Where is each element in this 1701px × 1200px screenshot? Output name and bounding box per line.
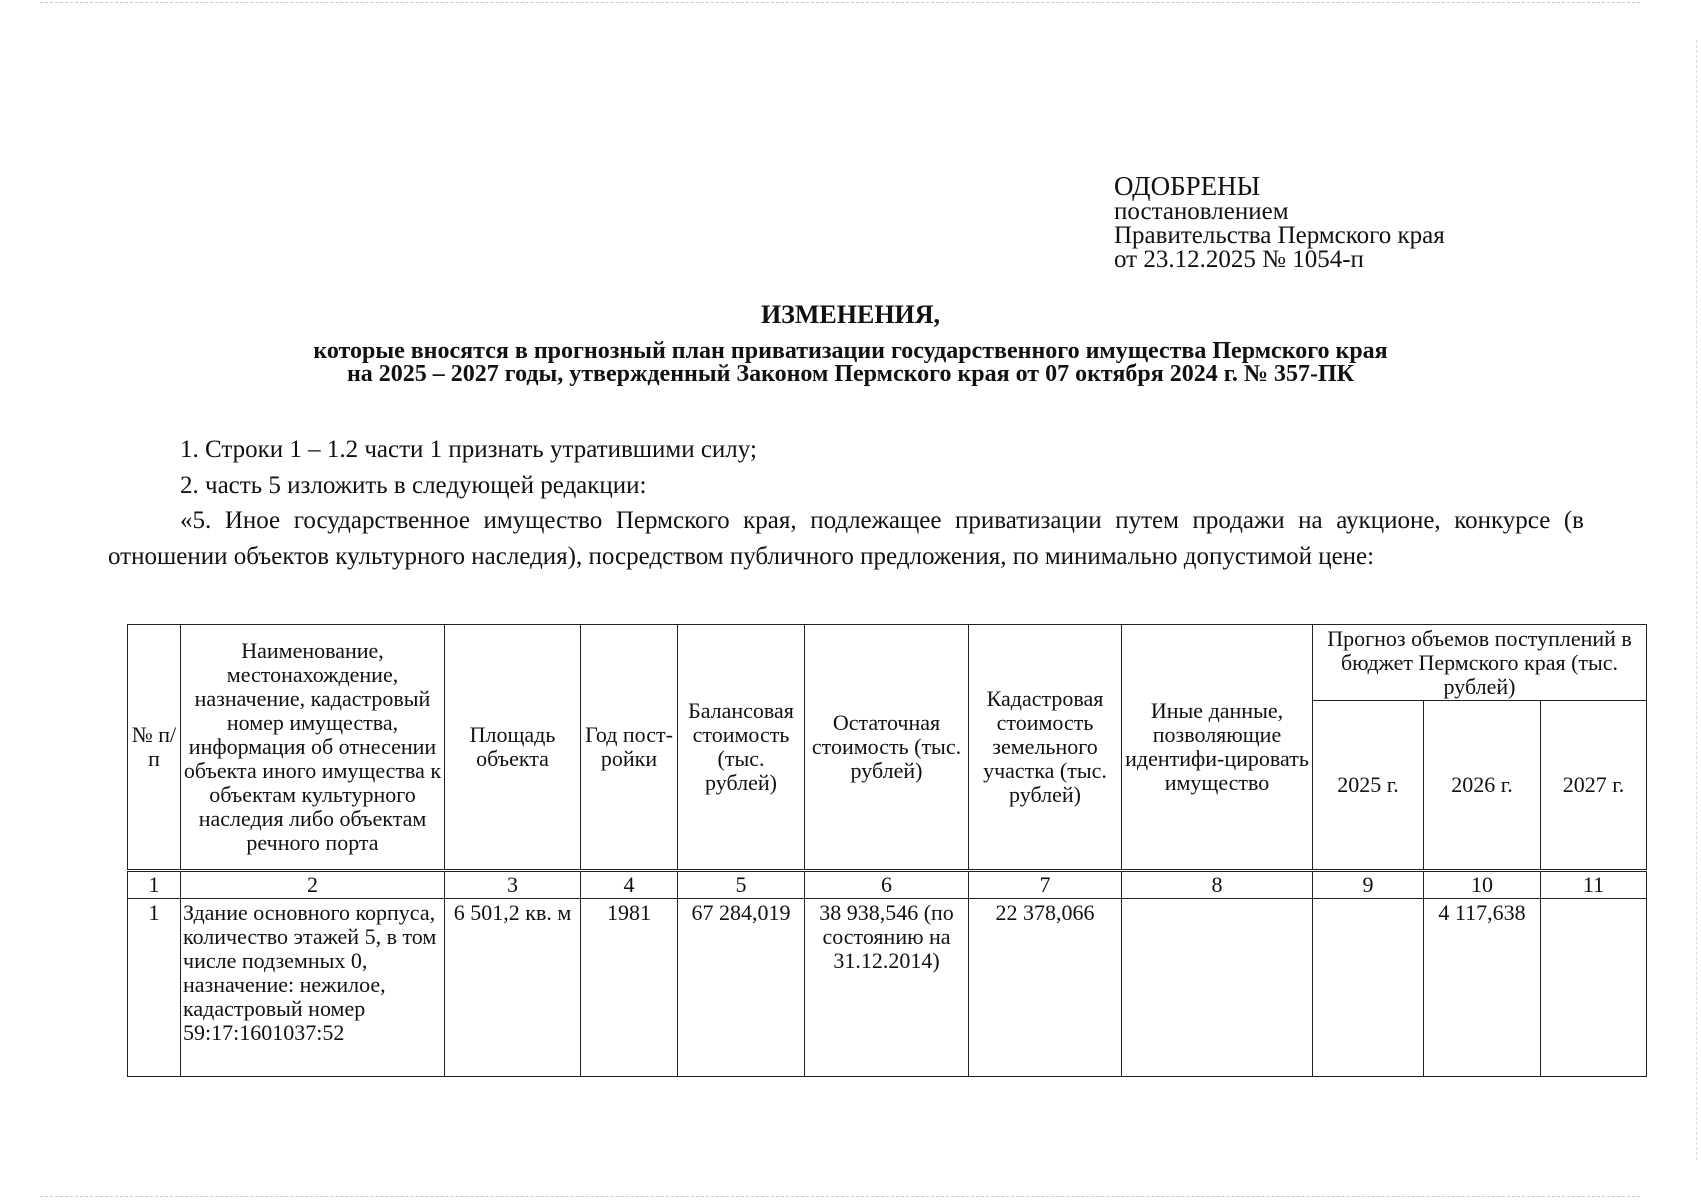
- header-num: № п/п: [128, 625, 181, 871]
- column-number: 11: [1541, 871, 1647, 899]
- paragraph-2: 2. часть 5 изложить в следующей редакции:: [180, 472, 647, 499]
- table-row: [128, 899, 1647, 1077]
- column-number: 5: [678, 871, 805, 899]
- scan-edge-top: [40, 2, 1640, 3]
- header-2026: 2026 г.: [1424, 701, 1541, 871]
- column-number-row: [128, 871, 1647, 899]
- approval-line: от 23.12.2025 № 1054-п: [1114, 246, 1364, 273]
- cell-num: 1: [128, 899, 181, 1077]
- scan-edge-right: [1696, 40, 1697, 1160]
- subtitle-line: которые вносятся в прогнозный план приватизации государственного имущества Пермского края: [313, 338, 1388, 364]
- header-balance: Балансовая стоимость (тыс. рублей): [678, 625, 805, 871]
- approval-head: ОДОБРЕНЫ: [1114, 171, 1261, 201]
- approval-block: [1114, 172, 1445, 272]
- header-cadastral: Кадастровая стоимость земельного участка (тыс. рублей): [969, 625, 1122, 871]
- cell-other: [1122, 899, 1313, 1077]
- column-number: 3: [445, 871, 581, 899]
- privatization-table: [127, 624, 1647, 1077]
- cell-area: 6 501,2 кв. м: [445, 899, 581, 1077]
- document-title: ИЗМЕНЕНИЯ,: [760, 300, 941, 329]
- header-area: Площадь объекта: [445, 625, 581, 871]
- header-2027: 2027 г.: [1541, 701, 1647, 871]
- column-number: 2: [181, 871, 445, 899]
- cell-2026: 4 117,638: [1424, 899, 1541, 1077]
- approval-line: Правительства Пермского края: [1114, 222, 1445, 249]
- scan-edge-bottom: [40, 1196, 1640, 1197]
- cell-2027: [1541, 899, 1647, 1077]
- header-row: [128, 625, 1647, 701]
- document-subtitle: [0, 340, 1701, 386]
- column-number: 10: [1424, 871, 1541, 899]
- paragraph-3: «5. Иное государственное имущество Пермского края, подлежащее приватизации путем продажи на аукционе, конкурсе (в отношении объектов культурного наследия), посредством публичного предложения, по минимально допустимой цене:: [108, 507, 1584, 570]
- cell-2025: [1313, 899, 1424, 1077]
- cell-residual: 38 938,546 (по состоянию на 31.12.2014): [805, 899, 969, 1077]
- cell-name: Здание основного корпуса, количество этажей 5, в том числе подземных 0, назначение: нежилое, кадастровый номер 59:17:1601037:52: [181, 899, 445, 1077]
- column-number: 7: [969, 871, 1122, 899]
- column-number: 6: [805, 871, 969, 899]
- column-number: 9: [1313, 871, 1424, 899]
- header-year: Год пост-ройки: [581, 625, 678, 871]
- header-other: Иные данные, позволяющие идентифи-цировать имущество: [1122, 625, 1313, 871]
- column-number: 4: [581, 871, 678, 899]
- header-name: Наименование, местонахождение, назначение, кадастровый номер имущества, информация об отнесении объекта иного имущества к объектам культурного наследия либо объектам речного порта: [181, 625, 445, 871]
- subtitle-line: на 2025 – 2027 годы, утвержденный Законом Пермского края от 07 октября 2024 г. № 357-ПК: [346, 361, 1355, 387]
- approval-line: постановлением: [1114, 198, 1289, 225]
- cell-year: 1981: [581, 899, 678, 1077]
- header-2025: 2025 г.: [1313, 701, 1424, 871]
- paragraph-1: 1. Строки 1 – 1.2 части 1 признать утратившими силу;: [180, 436, 757, 463]
- cell-cadastral: 22 378,066: [969, 899, 1122, 1077]
- column-number: 8: [1122, 871, 1313, 899]
- header-forecast: Прогноз объемов поступлений в бюджет Пермского края (тыс. рублей): [1313, 625, 1647, 701]
- header-residual: Остаточная стоимость (тыс. рублей): [805, 625, 969, 871]
- column-number: 1: [128, 871, 181, 899]
- cell-balance: 67 284,019: [678, 899, 805, 1077]
